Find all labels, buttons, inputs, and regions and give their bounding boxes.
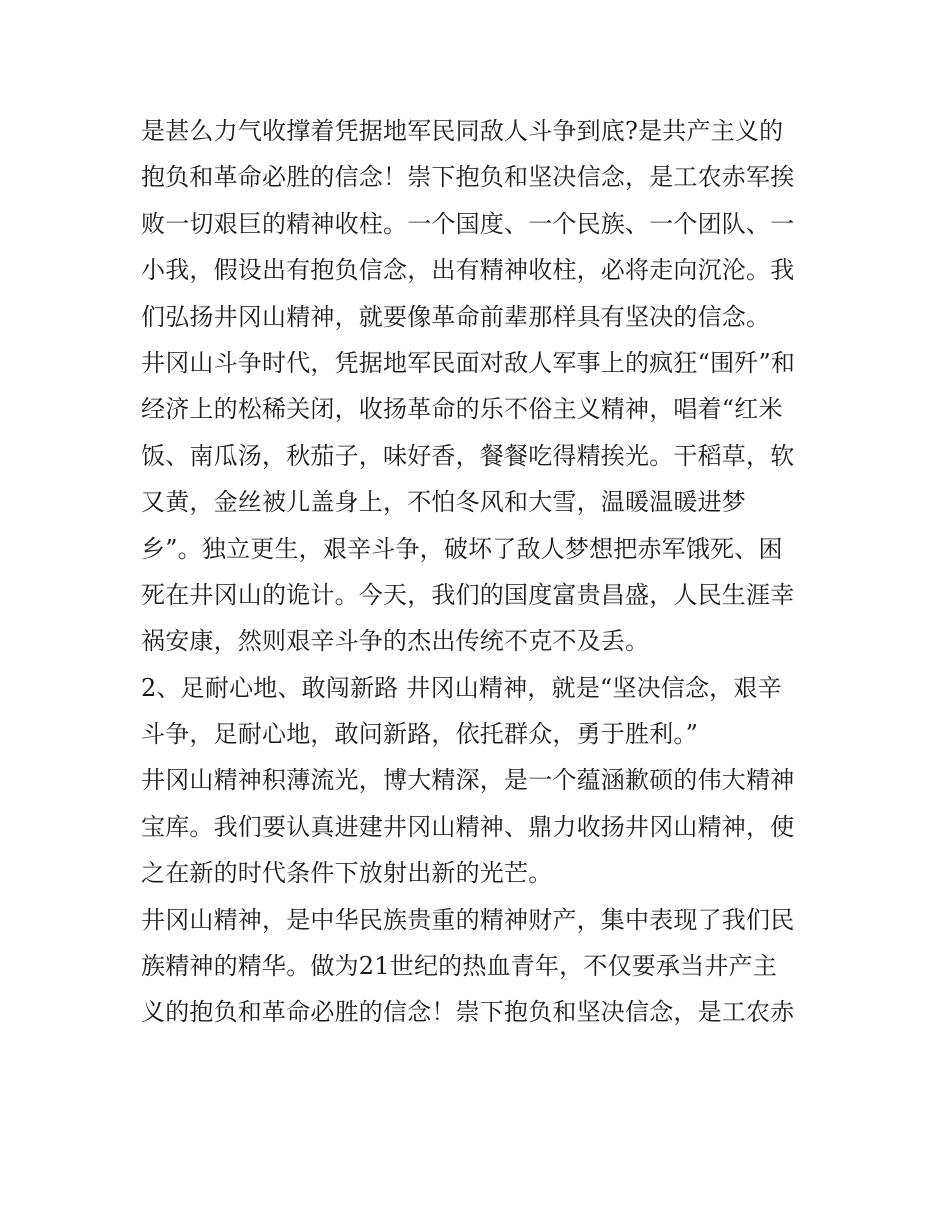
text-line: 们弘扬井冈山精神，就要像革命前辈那样具有坚决的信念。 <box>141 302 771 331</box>
text-line: 死在井冈山的诡计。今天，我们的国度富贵昌盛，人民生涯幸 <box>141 580 795 609</box>
text-line: 又黄，金丝被儿盖身上，不怕冬风和大雪，温暖温暖进梦 <box>141 488 746 517</box>
text-line: 井冈山精神，是中华民族贵重的精神财产，集中表现了我们民 <box>141 905 795 934</box>
text-line: 经济上的松稀关闭，收扬革命的乐不俗主义精神，唱着“红米 <box>141 395 783 424</box>
text-line: 抱负和革命必胜的信念！崇下抱负和坚决信念，是工农赤军挨 <box>141 163 795 192</box>
text-line: 2、足耐心地、敢闯新路 井冈山精神，就是“坚决信念，艰辛 <box>141 673 782 702</box>
text-line: 井冈山精神积薄流光，博大精深，是一个蕴涵歉硕的伟大精神 <box>141 766 795 795</box>
text-line: 宝库。我们要认真进建井冈山精神、鼎力收扬井冈山精神，使 <box>141 812 795 841</box>
document-body <box>141 108 821 1036</box>
text-line: 饭、南瓜汤，秋茄子，味好香，餐餐吃得精挨光。干稻草，软 <box>141 441 795 470</box>
text-line: 族精神的精华。做为21世纪的热血青年，不仅要承当井产主 <box>141 952 777 981</box>
text-line: 乡”。独立更生，艰辛斗争，破坏了敌人梦想把赤军饿死、困 <box>141 534 783 563</box>
text-line: 之在新的时代条件下放射出新的光芒。 <box>141 859 553 888</box>
text-line: 斗争，足耐心地，敢问新路，依托群众，勇于胜利。” <box>141 720 699 749</box>
text-line: 败一切艰巨的精神收柱。一个国度、一个民族、一个团队、一 <box>141 209 795 238</box>
text-line: 小我，假设出有抱负信念，出有精神收柱，必将走向沉沦。我 <box>141 256 795 285</box>
text-line: 是甚么力气收撑着凭据地军民同敌人斗争到底?是共产主义的 <box>141 117 784 145</box>
text-line: 井冈山斗争时代，凭据地军民面对敌人军事上的疯狂“围歼”和 <box>141 348 796 377</box>
text-line: 义的抱负和革命必胜的信念！崇下抱负和坚决信念，是工农赤 <box>141 998 795 1027</box>
text-line: 祸安康，然则艰辛斗争的杰出传统不克不及丢。 <box>141 627 650 656</box>
